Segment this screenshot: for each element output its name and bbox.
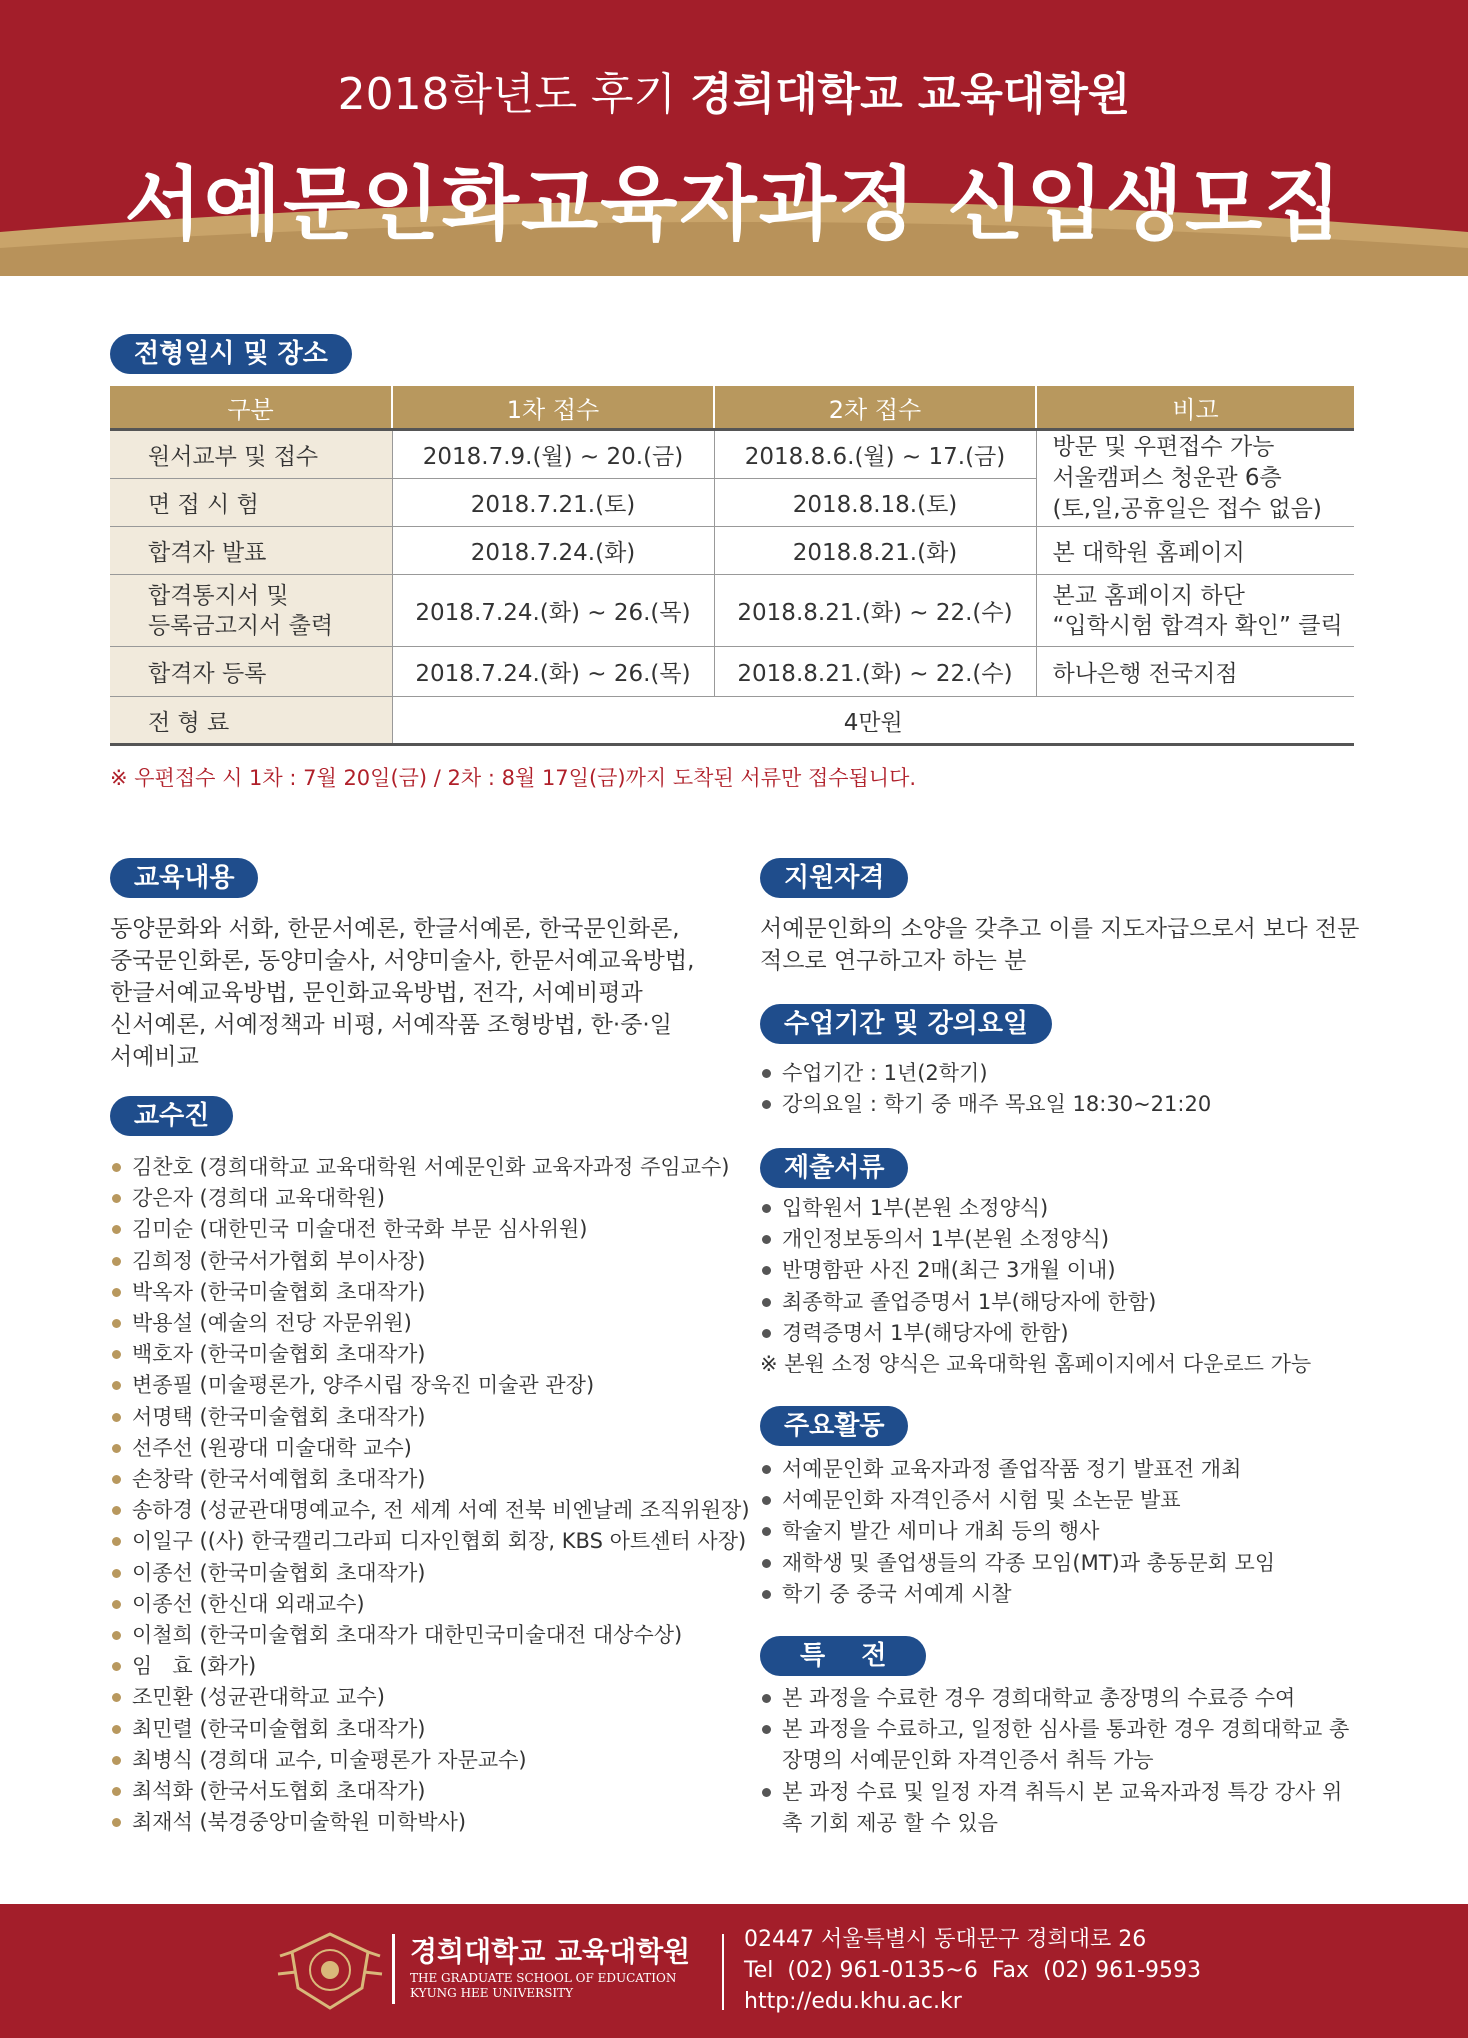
list-item bbox=[760, 1255, 1380, 1286]
faculty-member: 박용설 (예술의 전당 자문위원) bbox=[132, 1311, 412, 1336]
bullet-icon bbox=[112, 1506, 121, 1515]
list-item bbox=[110, 1152, 730, 1183]
list-item bbox=[110, 1807, 730, 1838]
bullet-icon bbox=[112, 1537, 121, 1546]
period-list bbox=[760, 1058, 1360, 1120]
faculty-member: 김미순 (대한민국 미술대전 한국화 부문 심사위원) bbox=[132, 1217, 588, 1242]
row-note: 본 대학원 홈페이지 bbox=[1036, 527, 1354, 575]
row-label: 면 접 시 험 bbox=[110, 478, 392, 527]
faculty-member: 김희정 (한국서가협회 부이사장) bbox=[132, 1248, 426, 1273]
list-item bbox=[760, 1516, 1380, 1547]
footer-phone: Tel (02) 961-0135~6 Fax (02) 961-9593 bbox=[744, 1958, 1202, 1983]
list-item bbox=[760, 1714, 1360, 1776]
curriculum-label: 교육내용 bbox=[110, 858, 258, 898]
faculty-member: 이종선 (한국미술협회 초대작가) bbox=[132, 1560, 426, 1585]
period-label: 수업기간 및 강의요일 bbox=[760, 1004, 1052, 1044]
first-date: 2018.7.24.(화) ~ 26.(목) bbox=[392, 647, 714, 697]
bullet-icon bbox=[762, 1100, 771, 1109]
list-item bbox=[760, 1777, 1360, 1839]
footer-school-name: 경희대학교 교육대학원 bbox=[410, 1935, 691, 1968]
first-date: 2018.7.24.(화) ~ 26.(목) bbox=[392, 575, 714, 647]
bullet-icon bbox=[762, 1465, 771, 1474]
list-item bbox=[760, 1058, 1360, 1089]
note-line: 방문 및 우편접수 가능 bbox=[1052, 434, 1275, 460]
page-title: 서예문인화교육자과정 신입생모집 bbox=[124, 158, 1344, 251]
activity-item: 서예문인화 교육자과정 졸업작품 정기 발표전 개최 bbox=[782, 1457, 1242, 1481]
subtitle-prefix: 2018학년도 후기 bbox=[337, 69, 677, 120]
first-date: 2018.7.21.(토) bbox=[392, 478, 714, 527]
col-header-note: 비고 bbox=[1036, 386, 1354, 430]
row-label-line: 등록금고지서 출력 bbox=[148, 612, 334, 639]
bullet-icon bbox=[762, 1298, 771, 1307]
list-item bbox=[110, 1745, 730, 1776]
bullet-icon bbox=[762, 1694, 771, 1703]
document-item: 경력증명서 1부(해당자에 한함) bbox=[782, 1320, 1069, 1345]
row-label-line: 합격통지서 및 bbox=[148, 582, 289, 609]
table-row bbox=[110, 647, 1354, 697]
second-date: 2018.8.6.(월) ~ 17.(금) bbox=[714, 430, 1036, 479]
benefit-item: 본 과정을 수료한 경우 경희대학교 총장명의 수료증 수여 bbox=[782, 1686, 1296, 1710]
faculty-member: 송하경 (성균관대명예교수, 전 세계 서예 전북 비엔날레 조직위원장) bbox=[132, 1498, 750, 1523]
list-item bbox=[760, 1287, 1380, 1318]
bullet-icon bbox=[112, 1631, 121, 1640]
footer-divider bbox=[392, 1934, 395, 2004]
university-emblem-icon bbox=[270, 1926, 390, 2016]
eligibility-label: 지원자격 bbox=[760, 858, 908, 898]
bullet-icon bbox=[762, 1235, 771, 1244]
document-item: 반명함판 사진 2매(최근 3개월 이내) bbox=[782, 1258, 1116, 1283]
row-label bbox=[110, 575, 392, 647]
list-item bbox=[110, 1495, 750, 1526]
footer-school-en-line: KYUNG HEE UNIVERSITY bbox=[410, 1986, 574, 2000]
table-row bbox=[110, 527, 1354, 575]
documents-label: 제출서류 bbox=[760, 1148, 908, 1188]
curriculum-line: 한글서예교육방법, 문인화교육방법, 전각, 서예비평과 bbox=[110, 980, 643, 1006]
bullet-icon bbox=[762, 1527, 771, 1536]
list-item bbox=[110, 1651, 730, 1682]
bullet-icon bbox=[112, 1725, 121, 1734]
list-item bbox=[760, 1193, 1380, 1224]
bullet-icon bbox=[112, 1569, 121, 1578]
faculty-member: 손창락 (한국서예협회 초대작가) bbox=[132, 1467, 426, 1492]
note-line: 본교 홈페이지 하단 bbox=[1052, 582, 1245, 609]
footer-contact bbox=[744, 1924, 1201, 2017]
period-item: 수업기간 : 1년(2학기) bbox=[782, 1061, 988, 1085]
note-line: (토,일,공휴일은 접수 없음) bbox=[1052, 496, 1322, 522]
activities-label: 주요활동 bbox=[760, 1406, 908, 1446]
bullet-icon bbox=[112, 1818, 121, 1827]
footer-address: 02447 서울특별시 동대문구 경희대로 26 bbox=[744, 1927, 1147, 1952]
second-date: 2018.8.21.(화) bbox=[714, 527, 1036, 575]
mail-notice: ※ 우편접수 시 1차 : 7월 20일(금) / 2차 : 8월 17일(금)까지 도착된 서류만 접수됩니다. bbox=[110, 766, 917, 790]
col-header-second: 2차 접수 bbox=[714, 386, 1036, 430]
curriculum-text bbox=[110, 913, 710, 1073]
bullet-icon bbox=[112, 1787, 121, 1796]
period-item: 강의요일 : 학기 중 매주 목요일 18:30~21:20 bbox=[782, 1092, 1212, 1117]
bullet-icon bbox=[112, 1662, 121, 1671]
faculty-member: 이일구 ((사) 한국캘리그라피 디자인협회 회장, KBS 아트센터 사장) bbox=[132, 1529, 747, 1554]
faculty-member: 백호자 (한국미술협회 초대작가) bbox=[132, 1342, 426, 1367]
fee-value: 4만원 bbox=[392, 697, 1354, 745]
faculty-member: 박옥자 (한국미술협회 초대작가) bbox=[132, 1279, 426, 1304]
row-label: 원서교부 및 접수 bbox=[110, 430, 392, 479]
first-date: 2018.7.9.(월) ~ 20.(금) bbox=[392, 430, 714, 479]
bullet-icon bbox=[762, 1559, 771, 1568]
list-item bbox=[110, 1246, 730, 1277]
list-item bbox=[110, 1370, 730, 1401]
bullet-icon bbox=[762, 1590, 771, 1599]
table-row bbox=[110, 697, 1354, 745]
bullet-icon bbox=[112, 1444, 121, 1453]
documents-note: ※ 본원 소정 양식은 교육대학원 홈페이지에서 다운로드 가능 bbox=[760, 1352, 1312, 1377]
activity-item: 서예문인화 자격인증서 시험 및 소논문 발표 bbox=[782, 1488, 1181, 1513]
second-date: 2018.8.21.(화) ~ 22.(수) bbox=[714, 575, 1036, 647]
list-item bbox=[760, 1579, 1380, 1610]
faculty-member: 최민렬 (한국미술협회 초대작가) bbox=[132, 1716, 426, 1741]
list-item bbox=[110, 1682, 730, 1713]
faculty-member: 최병식 (경희대 교수, 미술평론가 자문교수) bbox=[132, 1747, 527, 1772]
list-item bbox=[760, 1089, 1360, 1120]
faculty-member: 조민환 (성균관대학교 교수) bbox=[132, 1685, 385, 1710]
eligibility-text bbox=[760, 913, 1360, 977]
list-item bbox=[110, 1464, 730, 1495]
schedule-label: 전형일시 및 장소 bbox=[110, 334, 352, 374]
faculty-member: 변종필 (미술평론가, 양주시립 장욱진 미술관 관장) bbox=[132, 1373, 595, 1398]
bullet-icon bbox=[762, 1266, 771, 1275]
documents-list bbox=[760, 1193, 1380, 1380]
note-line: “입학시험 합격자 확인” 클릭 bbox=[1052, 612, 1343, 639]
list-item bbox=[110, 1433, 730, 1464]
bullet-icon bbox=[762, 1788, 771, 1797]
footer-divider bbox=[722, 1934, 724, 2010]
row-label: 전 형 료 bbox=[110, 697, 392, 745]
list-item bbox=[110, 1526, 747, 1557]
activity-item: 학기 중 중국 서예계 시찰 bbox=[782, 1581, 1012, 1606]
faculty-member: 최재석 (북경중앙미술학원 미학박사) bbox=[132, 1810, 467, 1835]
list-item bbox=[110, 1402, 730, 1433]
list-item bbox=[110, 1714, 730, 1745]
list-item bbox=[760, 1224, 1380, 1255]
first-date: 2018.7.24.(화) bbox=[392, 527, 714, 575]
list-item bbox=[760, 1683, 1360, 1714]
list-item bbox=[760, 1485, 1380, 1516]
list-item bbox=[110, 1214, 730, 1245]
bullet-icon bbox=[112, 1756, 121, 1765]
list-item bbox=[110, 1620, 730, 1651]
bullet-icon bbox=[762, 1725, 771, 1734]
benefits-label bbox=[760, 1636, 926, 1676]
bullet-icon bbox=[112, 1288, 121, 1297]
benefit-item: 본 과정을 수료하고, 일정한 심사를 통과한 경우 경희대학교 총장명의 서예문인화 자격인증서 취득 가능 bbox=[782, 1717, 1350, 1773]
document-item: 개인정보동의서 1부(본원 소정양식) bbox=[782, 1227, 1110, 1252]
eligibility-line: 서예문인화의 소양을 갖추고 이를 지도자급으로서 보다 전문 bbox=[760, 916, 1360, 942]
footer-school-en-line: THE GRADUATE SCHOOL OF EDUCATION bbox=[410, 1971, 677, 1985]
faculty-member: 임 효 (화가) bbox=[132, 1654, 257, 1679]
footer bbox=[0, 1904, 1468, 2038]
table-row bbox=[110, 430, 1354, 479]
col-header-category: 구분 bbox=[110, 386, 392, 430]
bullet-icon bbox=[112, 1163, 121, 1172]
eligibility-line: 적으로 연구하고자 하는 분 bbox=[760, 948, 1027, 974]
bullet-icon bbox=[762, 1496, 771, 1505]
list-item bbox=[110, 1339, 730, 1370]
list-item bbox=[110, 1308, 730, 1339]
list-item bbox=[110, 1183, 730, 1214]
bullet-icon bbox=[112, 1475, 121, 1484]
bullet-icon bbox=[112, 1381, 121, 1390]
faculty-label: 교수진 bbox=[110, 1096, 233, 1136]
curriculum-line: 서예비교 bbox=[110, 1044, 199, 1070]
col-header-first: 1차 접수 bbox=[392, 386, 714, 430]
bullet-icon bbox=[112, 1693, 121, 1702]
faculty-list bbox=[110, 1152, 750, 1838]
row-note bbox=[1036, 575, 1354, 647]
footer-url[interactable]: http://edu.khu.ac.kr bbox=[744, 1989, 962, 2014]
second-date: 2018.8.21.(화) ~ 22.(수) bbox=[714, 647, 1036, 697]
faculty-member: 이철희 (한국미술협회 초대작가 대한민국미술대전 대상수상) bbox=[132, 1623, 683, 1648]
bullet-icon bbox=[762, 1329, 771, 1338]
footer-school-en bbox=[410, 1971, 676, 2001]
curriculum-line: 중국문인화론, 동양미술사, 서양미술사, 한문서예교육방법, bbox=[110, 948, 695, 974]
header-banner bbox=[0, 0, 1468, 276]
curriculum-line: 신서예론, 서예정책과 비평, 서예작품 조형방법, 한·중·일 bbox=[110, 1012, 672, 1038]
header-subtitle bbox=[0, 58, 1468, 122]
faculty-member: 선주선 (원광대 미술대학 교수) bbox=[132, 1435, 412, 1460]
bullet-icon bbox=[112, 1225, 121, 1234]
list-item bbox=[110, 1776, 730, 1807]
benefits-list bbox=[760, 1683, 1360, 1839]
bullet-icon bbox=[112, 1319, 121, 1328]
benefit-item: 본 과정 수료 및 일정 자격 취득시 본 교육자과정 특강 강사 위촉 기회 제공 할 수 있음 bbox=[782, 1779, 1343, 1835]
faculty-member: 강은자 (경희대 교육대학원) bbox=[132, 1186, 385, 1211]
bullet-icon bbox=[112, 1600, 121, 1609]
schedule-table bbox=[110, 386, 1354, 746]
bullet-icon bbox=[112, 1257, 121, 1266]
document-item: 입학원서 1부(본원 소정양식) bbox=[782, 1196, 1049, 1220]
bullet-icon bbox=[112, 1194, 121, 1203]
bullet-icon bbox=[762, 1204, 771, 1213]
row-note: 하나은행 전국지점 bbox=[1036, 647, 1354, 697]
list-item bbox=[110, 1589, 730, 1620]
activity-item: 재학생 및 졸업생들의 각종 모임(MT)과 총동문회 모임 bbox=[782, 1550, 1276, 1575]
benefits-label-text: 특 전 bbox=[800, 1641, 887, 1671]
faculty-member: 최석화 (한국서도협회 초대작가) bbox=[132, 1779, 426, 1804]
note-line: 서울캠퍼스 청운관 6층 bbox=[1052, 465, 1282, 491]
second-date: 2018.8.18.(토) bbox=[714, 478, 1036, 527]
bullet-icon bbox=[112, 1350, 121, 1359]
document-item: 최종학교 졸업증명서 1부(해당자에 한함) bbox=[782, 1289, 1157, 1314]
subtitle-school: 경희대학교 교육대학원 bbox=[690, 69, 1131, 120]
list-item bbox=[760, 1318, 1380, 1349]
list-item bbox=[760, 1454, 1380, 1485]
activity-item: 학술지 발간 세미나 개최 등의 행사 bbox=[782, 1519, 1100, 1544]
faculty-member: 김찬호 (경희대학교 교육대학원 서예문인화 교육자과정 주임교수) bbox=[132, 1155, 730, 1179]
row-label: 합격자 등록 bbox=[110, 647, 392, 697]
faculty-member: 서명택 (한국미술협회 초대작가) bbox=[132, 1404, 426, 1429]
list-item bbox=[110, 1277, 730, 1308]
list-item bbox=[110, 1558, 730, 1589]
row-label: 합격자 발표 bbox=[110, 527, 392, 575]
curriculum-line: 동양문화와 서화, 한문서예론, 한글서예론, 한국문인화론, bbox=[110, 916, 680, 942]
bullet-icon bbox=[112, 1413, 121, 1422]
merged-note bbox=[1036, 430, 1354, 527]
list-item bbox=[760, 1548, 1380, 1579]
table-row bbox=[110, 575, 1354, 647]
faculty-member: 이종선 (한신대 외래교수) bbox=[132, 1591, 365, 1616]
activities-list bbox=[760, 1454, 1380, 1610]
bullet-icon bbox=[762, 1069, 771, 1078]
